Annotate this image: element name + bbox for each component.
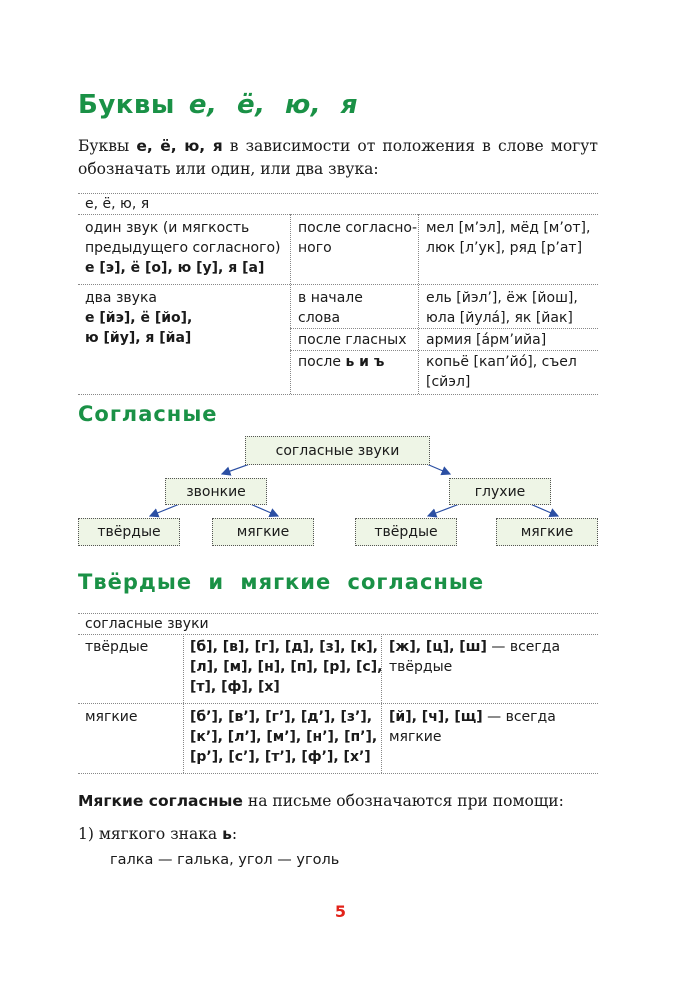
text-line: копьё [кап’йó], съел	[426, 354, 577, 370]
text: — всегда	[487, 709, 556, 725]
text: 1) мягкого знака	[78, 825, 218, 843]
list-item-1	[78, 823, 598, 846]
text-line: [л], [м], [н], [п], [р], [с],	[190, 659, 383, 675]
diagram-node-hard-2: твёрдые	[355, 518, 457, 546]
text: на письме обозначаются при помощи:	[247, 792, 564, 810]
text-line: [к’], [л’], [м’], [н’], [п’],	[190, 729, 378, 745]
text-line: ель [йэл’], ёж [йош],	[426, 290, 578, 306]
text-line: слова	[298, 310, 341, 326]
text-line: [б’], [в’], [г’], [д’], [з’],	[190, 709, 373, 725]
heading-word: Буквы	[78, 90, 175, 120]
text-bold: ь и ъ	[345, 354, 385, 370]
table2-line-bottom	[78, 773, 598, 774]
text-line-bold: е [э], ё [о], ю [у], я [а]	[85, 260, 265, 276]
table2-hard-list	[190, 637, 382, 697]
diagram-node-voiced: звонкие	[165, 478, 267, 505]
text-line: твёрдые	[389, 659, 453, 675]
text-bold: [й], [ч], [щ]	[389, 709, 483, 725]
table1-r2b-c3: армия [áрм’ийа]	[426, 332, 547, 348]
text-line-bold: ю [йу], я [йа]	[85, 330, 192, 346]
table1-header: е, ё, ю, я	[85, 196, 150, 212]
text-line: [б], [в], [г], [д], [з], [к],	[190, 639, 378, 655]
text-line: [р’], [с’], [т’], [ф’], [х’]	[190, 749, 371, 765]
text-line: юла [йулá], як [йак]	[426, 310, 573, 326]
table2-soft-always	[389, 707, 556, 747]
page-number: 5	[334, 902, 347, 921]
table2-header: согласные звуки	[85, 616, 209, 632]
diagram-node-soft-1: мягкие	[212, 518, 314, 546]
table2-soft-label: мягкие	[85, 709, 138, 725]
diagram-node-soft-2: мягкие	[496, 518, 598, 546]
example-words: галка — галька, угол — уголь	[110, 852, 340, 868]
intro-letters: е, ё, ю, я	[136, 137, 223, 155]
text: :	[231, 825, 238, 843]
text-line: один звук (и мягкость	[85, 220, 250, 236]
intro-rest: в зависимости от положения в слове могут обозначать или один, или два звука:	[78, 137, 598, 178]
text-line: люк [л’ук], ряд [р’ат]	[426, 240, 583, 256]
table2-line-mid	[78, 703, 598, 704]
text-line: [т], [ф], [х]	[190, 679, 280, 695]
soft-consonants-lead	[78, 790, 598, 813]
table2-soft-list	[190, 707, 377, 767]
diagram-node-consonant-sounds: согласные звуки	[245, 436, 430, 465]
table2-hard-label: твёрдые	[85, 639, 149, 655]
text: после	[298, 354, 341, 370]
section-heading-hard-soft: Твёрдые и мягкие согласные	[78, 570, 485, 594]
text-line: в начале	[298, 290, 363, 306]
text-bold: [ж], [ц], [ш]	[389, 639, 487, 655]
text-line: предыдущего согласного)	[85, 240, 281, 256]
table2-vline-1	[183, 634, 184, 773]
table2-line-header	[78, 634, 598, 635]
table2-hard-always	[389, 637, 560, 677]
table1-r2b-c2: после гласных	[298, 332, 407, 348]
text-line: мел [м’эл], мёд [м’от],	[426, 220, 591, 236]
text-line: ного	[298, 240, 332, 256]
heading-letters: е, ё, ю, я	[188, 90, 358, 120]
text-bold: Мягкие согласные	[78, 792, 243, 810]
text-line: два звука	[85, 290, 157, 306]
diagram-node-voiceless: глухие	[449, 478, 551, 505]
diagram-node-hard-1: твёрдые	[78, 518, 180, 546]
intro-prefix: Буквы	[78, 137, 130, 155]
text-line: [сйэл]	[426, 374, 471, 390]
text-line: мягкие	[389, 729, 442, 745]
section-heading-consonants: Согласные	[78, 402, 218, 426]
text-line: после согласно-	[298, 220, 418, 236]
text: — всегда	[491, 639, 561, 655]
text-bold: ь	[222, 825, 232, 843]
text-line-bold: е [йэ], ё [йо],	[85, 310, 193, 326]
